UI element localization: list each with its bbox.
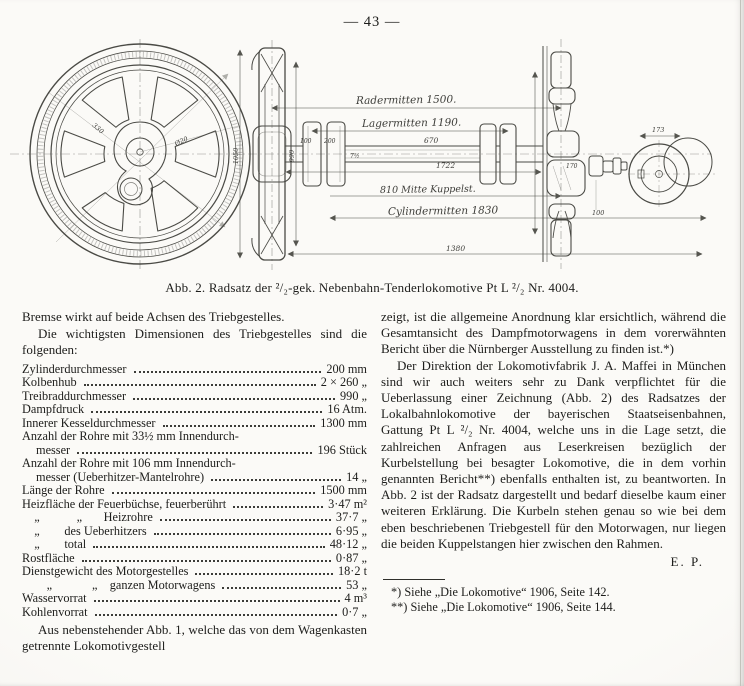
author-initials: E. P. [670, 554, 704, 570]
table-row [22, 363, 367, 377]
table-row-value: 1300 mm [320, 415, 367, 430]
dim-label-kuppelstangen: 810 Mitte Kuppelst. [379, 183, 476, 196]
wheelset-side-view [240, 39, 716, 270]
footnote: **) Siehe „Die Lokomotive“ 1906, Seite 144. [391, 599, 616, 614]
dimensions-table [22, 363, 367, 620]
wheel-section-left [252, 40, 291, 270]
table-row-value: 4 m³ [344, 591, 367, 606]
table-row [22, 417, 367, 431]
dim-label-100a: 100 [300, 138, 312, 145]
table-row [22, 376, 367, 390]
table-row-label: Anzahl der Rohre mit 33½ mm Innendurch- [22, 429, 239, 444]
dim-label-330: 330 [90, 121, 106, 136]
dot-leader [160, 519, 331, 521]
table-row-value: 2 × 260 „ [320, 375, 367, 390]
table-row-value: 1500 mm [320, 483, 367, 498]
dim-label-200: 200 [324, 138, 336, 145]
table-row [22, 606, 367, 620]
table-row-label: Anzahl der Rohre mit 106 mm Innendurch- [22, 456, 236, 471]
dot-leader [133, 398, 335, 400]
table-row [22, 484, 367, 498]
footnotes [381, 585, 726, 614]
dot-leader [195, 573, 333, 575]
table-row-label: Innerer Kesseldurchmesser [22, 415, 156, 430]
table-row-label: Treibraddurchmesser [22, 388, 127, 403]
table-row-value: 48·12 „ [329, 537, 367, 552]
dim-label-1380: 1380 [446, 244, 466, 253]
paragraph-dimensions-intro: Die wichtigsten Dimensionen des Triebgestelles sind die folgenden: [22, 326, 367, 358]
dot-leader [93, 546, 325, 548]
table-row-label: Länge der Rohre [22, 483, 105, 498]
table-row-label: Kolbenhub [22, 375, 77, 390]
dim-label-7half: 7½ [350, 153, 360, 160]
table-row [22, 403, 367, 417]
paragraph-maffei: Der Direktion der Lokomotivfabrik J. A. Maffei in München sind wir auch weiters sehr zu Dank verpflichtet für die Ueberlassung einer Zeichnung (Abb. 2) des Radsatzes der Lokalbahnlokomotive der bayerischen Staatseisenbahnen, Gattung Pt L ²/₂ Nr. 4004, welche uns in die Lage setzt, die zahlreichen Anfragen aus Leserkreisen bezüglich der Kurbelstellung bei besagter Lokomotive, die in dem vorhin genannten Bericht**) ebenfalls enthalten ist, zu beantworten. In Abb. 2 ist der Radsatz dargestellt und bedarf dieselbe kaum einer weiteren Erklärung. Die Kurbeln stehen genau so wie bei dem eben beschriebenen Triebgestell für den Motorwagen, nur liegen die beiden Kuppelstangen hier zwischen den Rahmen. [381, 357, 726, 551]
paragraph-abb1: Aus nebenstehender Abb. 1, welche das von dem Wagenkasten getrennte Lokomotivgestell [22, 622, 367, 654]
spoke-opening [151, 77, 198, 127]
table-row-value: 196 Stück [317, 442, 367, 457]
dot-leader [95, 614, 338, 616]
table-row [22, 457, 367, 484]
crank-pin-detail [628, 136, 716, 208]
dim-label-990: 990 [288, 149, 296, 163]
dot-leader [163, 425, 316, 427]
table-row-value: 18·2 t [337, 564, 367, 579]
dot-leader [134, 371, 322, 373]
table-row-label: Heizfläche der Feuerbüchse, feuerberührt [22, 496, 227, 511]
crank-arm [589, 156, 627, 210]
table-row-value: 3·47 m² [328, 496, 367, 511]
table-row-value: 37·7 „ [335, 510, 367, 525]
table-row [22, 552, 367, 566]
drawing-labels [232, 94, 664, 253]
table-row-label: Wasservorrat [22, 591, 87, 606]
dim-label-d20: Ø20 [173, 134, 190, 148]
table-row-label: Dienstgewicht des Motorgestelles [22, 564, 189, 579]
table-row-label: „ des Ueberhitzers [22, 523, 147, 538]
page-number: — 43 — [343, 14, 401, 30]
table-row-value: 53 „ [346, 577, 367, 592]
table-row-label: Kohlenvorrat [22, 604, 88, 619]
table-row-label: „ „ ganzen Motorwagens [22, 577, 216, 592]
dim-label-670: 670 [424, 136, 439, 145]
radsatz-technical-drawing [0, 34, 744, 274]
spoke-opening [82, 193, 124, 231]
table-row-label: messer (Ueberhitzer-Mantelrohre) [36, 469, 205, 484]
right-column [381, 309, 726, 655]
dot-leader [233, 506, 323, 508]
table-row [22, 525, 367, 539]
table-row-label: Zylinderdurchmesser [22, 361, 127, 376]
wheel-front-view [30, 39, 250, 271]
table-row-label: „ „ Heizrohre [22, 510, 153, 525]
dot-leader [94, 600, 340, 602]
dim-label-cylindermitten: Cylindermitten 1830 [387, 204, 499, 218]
dot-leader [77, 452, 312, 454]
dot-leader [82, 560, 331, 562]
crank-pin-bore [120, 178, 142, 200]
table-row-value: 990 „ [340, 388, 367, 403]
dim-label-1050: 1050 [232, 147, 240, 165]
dim-label-173: 173 [652, 126, 665, 134]
paragraph-continuation: Bremse wirkt auf beide Achsen des Triebgestelles. [22, 309, 285, 324]
table-row-value: 0·87 „ [335, 550, 367, 565]
table-row [22, 565, 367, 579]
dot-leader [211, 479, 341, 481]
table-row-value: 14 „ [346, 469, 367, 484]
dot-leader [154, 533, 331, 535]
table-row-value: 6·95 „ [335, 523, 367, 538]
figure-caption: Abb. 2. Radsatz der ²/₂-gek. Nebenbahn-Tenderlokomotive Pt L ²/₂ Nr. 4004. [165, 280, 579, 295]
table-row [22, 538, 367, 552]
table-row-value: 16 Atm. [327, 402, 367, 417]
dimension-lines [272, 108, 706, 254]
dim-label-100b: 100 [592, 209, 605, 217]
left-column [22, 309, 367, 655]
table-row [22, 430, 367, 457]
spoke-opening [82, 77, 129, 127]
table-row-label: „ total [22, 537, 87, 552]
table-row [22, 498, 367, 512]
footnote-separator [383, 579, 445, 580]
dim-label-170: 170 [566, 163, 578, 170]
dim-label-lagermitten: Lagermitten 1190. [361, 116, 462, 130]
footnote: *) Siehe „Die Lokomotive“ 1906, Seite 142. [391, 585, 610, 600]
dot-leader [91, 411, 322, 413]
figure-abb2 [0, 34, 744, 296]
table-row-label: Dampfdruck [22, 402, 85, 417]
table-row [22, 511, 367, 525]
dim-label-radermitten: Radermitten 1500. [355, 93, 457, 107]
table-row-value: 200 mm [326, 361, 367, 376]
dot-leader [112, 492, 316, 494]
table-row-label: Rostfläche [22, 550, 75, 565]
text-columns [0, 309, 744, 655]
dim-label-1722: 1722 [436, 161, 456, 170]
table-row-value: 0·7 „ [342, 604, 367, 619]
dot-leader [222, 587, 341, 589]
paragraph-continuation-right: zeigt, ist die allgemeine Anordnung klar ersichtlich, während die Gesamtansicht des Dampfmotorwagens in dem vorerwähnten Bericht über die Nürnberger Ausstellung zu finden ist.*) [381, 309, 726, 357]
table-row-label: messer [36, 442, 71, 457]
table-row [22, 592, 367, 606]
table-row [22, 390, 367, 404]
dot-leader [84, 384, 316, 386]
table-row [22, 579, 367, 593]
